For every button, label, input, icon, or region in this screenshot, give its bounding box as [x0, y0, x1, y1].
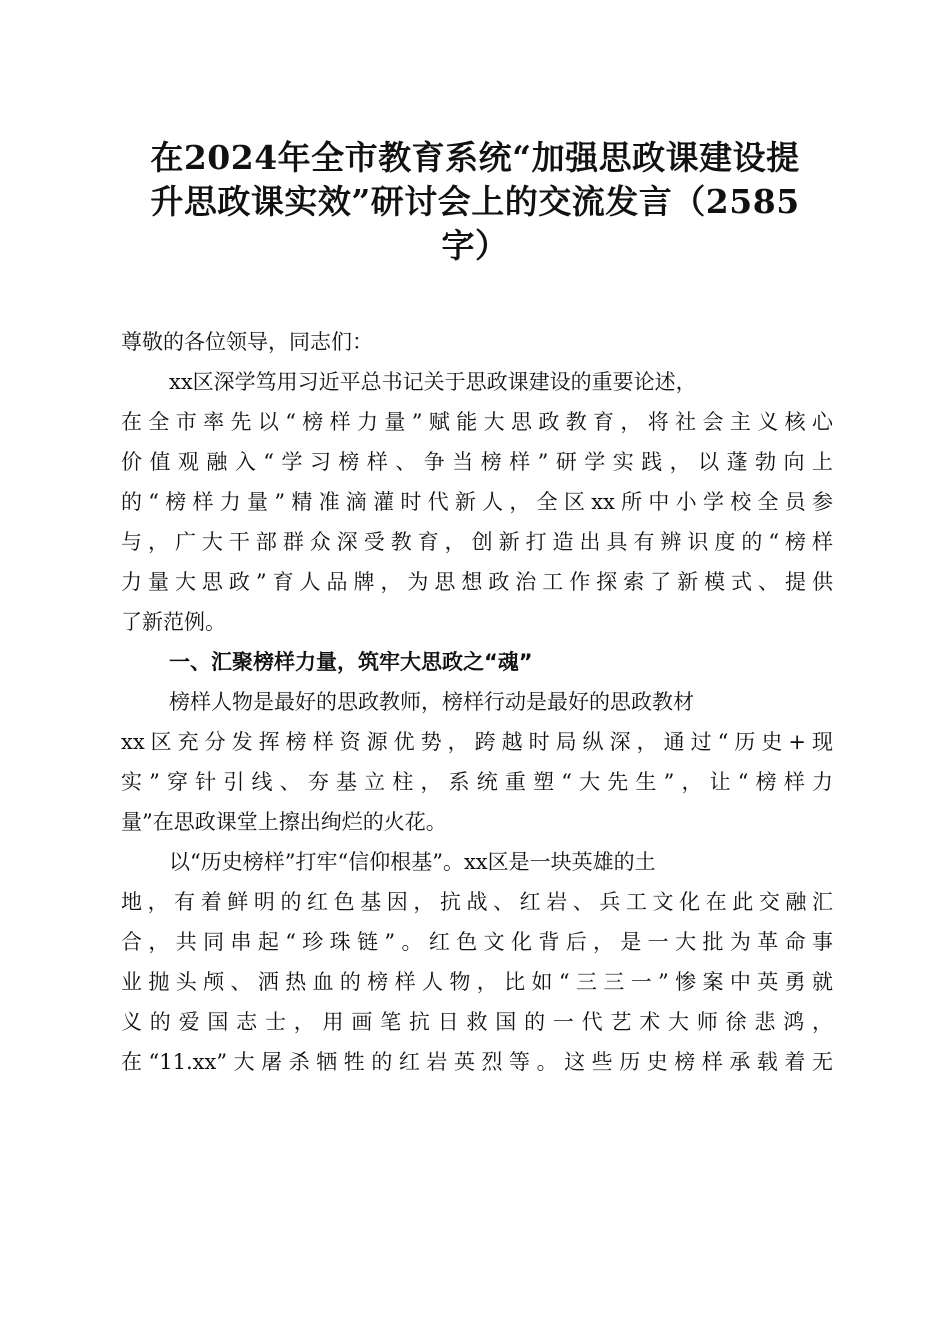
title-line: 在2024年全市教育系统“加强思政课建设提 — [150, 138, 800, 177]
salutation: 尊敬的各位领导，同志们： — [121, 330, 373, 354]
document-body — [121, 322, 833, 1082]
text-line: 义的爱国志士，用画笔抗日救国的一代艺术大师徐悲鸿， — [121, 1010, 833, 1034]
text-line: 力量大思政”育人品牌，为思想政治工作探索了新模式、提供 — [121, 570, 833, 594]
text-line: 榜样人物是最好的思政教师，榜样行动是最好的思政教材 — [169, 690, 694, 714]
text-line: xx区深学笃用习近平总书记关于思政课建设的重要论述， — [169, 370, 697, 394]
text-line: 以“历史榜样”打牢“信仰根基”。xx区是一块英雄的土 — [169, 850, 656, 874]
title-line: 升思政课实效”研讨会上的交流发言（2585 — [150, 182, 800, 221]
title-line: 字） — [441, 226, 509, 265]
text-line: xx区充分发挥榜样资源优势，跨越时局纵深，通过“历史+现 — [121, 730, 833, 754]
text-line: 在“11.xx”大屠杀牺牲的红岩英烈等。这些历史榜样承载着无 — [121, 1050, 833, 1074]
text-line: 地，有着鲜明的红色基因，抗战、红岩、兵工文化在此交融汇 — [121, 890, 833, 914]
text-line: 在全市率先以“榜样力量”赋能大思政教育，将社会主义核心 — [121, 410, 833, 434]
document-title — [120, 136, 830, 268]
text-line: 价值观融入“学习榜样、争当榜样”研学实践，以蓬勃向上 — [121, 450, 833, 474]
paragraph-intro — [121, 362, 833, 642]
text-line: 实”穿针引线、夯基立柱，系统重塑“大先生”，让“榜样力 — [121, 770, 833, 794]
text-line: 业抛头颅、洒热血的榜样人物，比如“三三一”惨案中英勇就 — [121, 970, 833, 994]
text-line: 与，广大干部群众深受教育，创新打造出具有辨识度的“榜样 — [121, 530, 833, 554]
text-line: 的“榜样力量”精准滴灌时代新人，全区xx所中小学校全员参 — [121, 490, 833, 514]
paragraph-history — [121, 842, 833, 1082]
text-line: 了新范例。 — [121, 610, 226, 634]
text-line: 量”在思政课堂上擦出绚烂的火花。 — [121, 810, 447, 834]
text-line: 合，共同串起“珍珠链”。红色文化背后，是一大批为革命事 — [121, 930, 833, 954]
paragraph-role-models — [121, 682, 833, 842]
section-heading: 一、汇聚榜样力量，筑牢大思政之“魂” — [169, 650, 533, 674]
